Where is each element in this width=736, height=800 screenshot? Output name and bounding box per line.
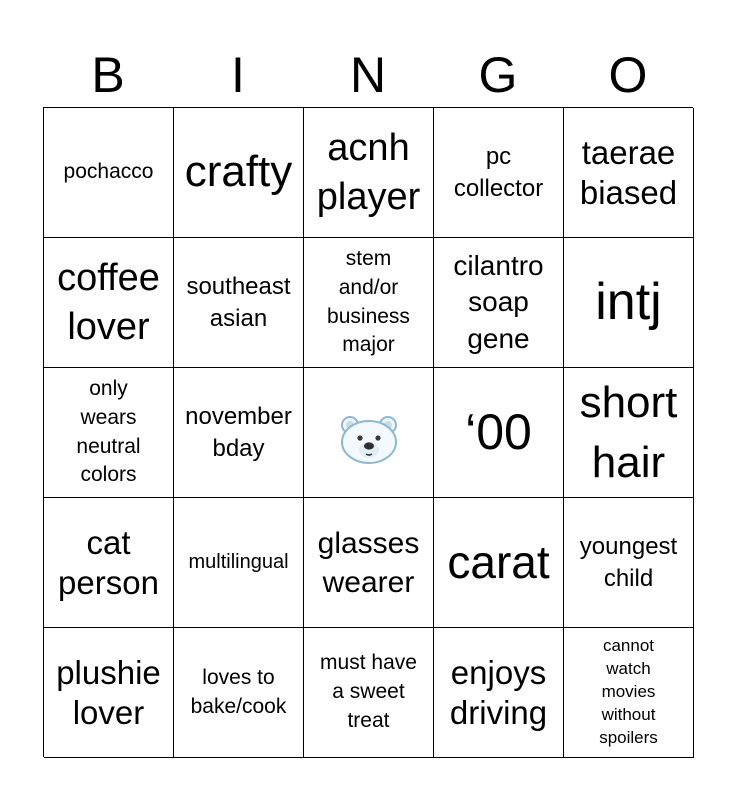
- bingo-cell[interactable]: [174, 238, 304, 368]
- cell-text: enjoys driving: [449, 653, 548, 731]
- cell-text: cannot watch movies without spoilers: [599, 636, 658, 747]
- bingo-cell[interactable]: [304, 628, 434, 758]
- cell-text: loves to bake/cook: [190, 665, 287, 718]
- cell-text: pochacco: [63, 160, 154, 184]
- bingo-cell[interactable]: [564, 498, 694, 628]
- bingo-cell[interactable]: [174, 108, 304, 238]
- bingo-cell[interactable]: [44, 368, 174, 498]
- cell-text: cat person: [58, 523, 159, 601]
- bingo-cell[interactable]: [174, 498, 304, 628]
- header-letter-b: B: [91, 47, 125, 103]
- cell-text: carat: [447, 536, 550, 589]
- cell-text: crafty: [184, 147, 293, 197]
- bingo-cell[interactable]: [44, 238, 174, 368]
- cell-text: glasses wearer: [317, 526, 420, 599]
- header-letter-g: G: [478, 47, 518, 103]
- bingo-cell[interactable]: [174, 628, 304, 758]
- bingo-cell[interactable]: [564, 368, 694, 498]
- bingo-header: [43, 44, 693, 106]
- bingo-cell[interactable]: [304, 238, 434, 368]
- bingo-cell[interactable]: [44, 628, 174, 758]
- cell-text: coffee lover: [57, 257, 160, 348]
- bingo-cell[interactable]: [44, 498, 174, 628]
- cell-text: only wears neutral colors: [76, 376, 141, 487]
- free-space-cell[interactable]: [304, 368, 434, 498]
- bingo-cell[interactable]: [434, 368, 564, 498]
- cell-text: plushie lover: [56, 653, 161, 731]
- bingo-cell[interactable]: [434, 108, 564, 238]
- cell-text: ‘00: [465, 404, 532, 461]
- bingo-cell[interactable]: [174, 368, 304, 498]
- cell-text: intj: [595, 273, 662, 332]
- bingo-grid: [43, 107, 693, 757]
- bingo-cell[interactable]: [564, 628, 694, 758]
- bingo-cell[interactable]: [44, 108, 174, 238]
- cell-text: multilingual: [188, 551, 289, 573]
- bingo-cell[interactable]: [304, 108, 434, 238]
- cell-text: stem and/or business major: [327, 246, 410, 357]
- bingo-cell[interactable]: [564, 238, 694, 368]
- cell-text: youngest child: [579, 533, 678, 592]
- bingo-cell[interactable]: [434, 628, 564, 758]
- cell-text: november bday: [185, 403, 292, 462]
- cell-text: acnh player: [316, 127, 421, 218]
- header-letter-i: I: [231, 47, 245, 103]
- header-letter-o: O: [608, 47, 648, 103]
- cell-text: short hair: [579, 378, 678, 487]
- bingo-cell[interactable]: [434, 498, 564, 628]
- cell-text: pc collector: [453, 143, 544, 202]
- bingo-cell[interactable]: [564, 108, 694, 238]
- bingo-cell[interactable]: [304, 498, 434, 628]
- cell-text: cilantro soap gene: [453, 249, 544, 354]
- polar-bear-icon: [336, 395, 402, 470]
- cell-text: must have a sweet treat: [320, 651, 417, 732]
- cell-text: southeast asian: [186, 273, 291, 332]
- bingo-cell[interactable]: [434, 238, 564, 368]
- cell-text: taerae biased: [579, 133, 678, 211]
- header-letter-n: N: [349, 47, 387, 103]
